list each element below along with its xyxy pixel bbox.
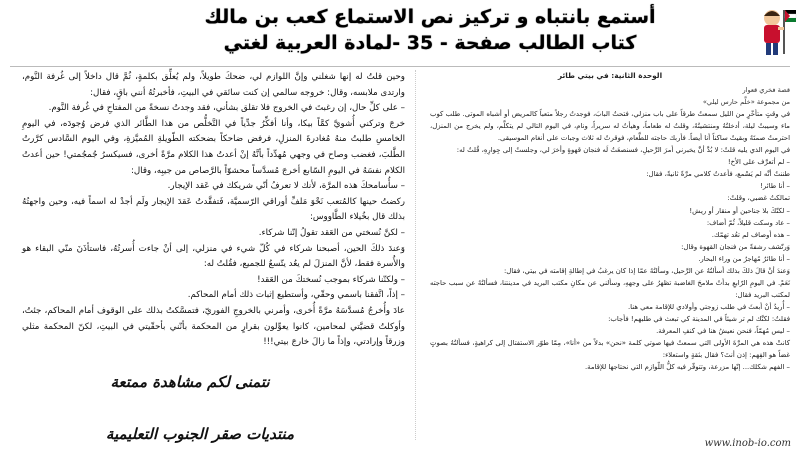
story-author: قصة فخري قعوار	[742, 86, 790, 95]
closing-wish: نتمنى لكم مشاهدة ممتعة	[110, 373, 270, 391]
page-header	[150, 4, 710, 62]
paragraph: – لكنّكَ بلا جناحين أو منقار أو ريش!	[689, 206, 790, 215]
website-link[interactable]: www.inob-io.com	[704, 438, 791, 449]
paragraph: كانتْ هذه هي المرَّةَ الأولى التي سمعتُ فيها صوتي كلمة «نحن» بدلاً من «أنا»، مِمّا طوّر الاستفتال إلى كراهيةٍ، فسألتُهُ بصوتٍ غضاً هو الفِهم: إذن أنتَ؟ فقال بثقةٍ واستعلاء:	[430, 339, 790, 360]
paragraph: ركضتُ حينها كالمُتعب نَحْوَ مَلفِّ أوراقي الرّسميَّة، فَتفقَّدتُ عَقدَ الإيجار ولَم أجدْ له اسماً فيه، وحين واجهتُهُ بذلك قال بخُيلاء الطَّاووس:	[22, 196, 405, 223]
paragraph: نَعَمْ. في اليومِ الرّابعِ بدأتُ ملامحَ الغاضبة تظهرُ على وجههِ، وسألني عن مكانِ مكتب البريد في مدينتنا، فسألتُهُ عن سبب حاجته لمكتب البريد فقال:	[430, 278, 790, 299]
paragraph: – ولكنّنا شركاء بموجب نُسختكَ من العَقد!	[257, 274, 405, 285]
paragraph: – أنا طائر!	[760, 182, 790, 191]
mascot-flag-icon	[757, 4, 797, 60]
story-beginning-column	[430, 70, 790, 373]
paragraph: في اليوم الذي يليه قلتُ: لا بُدَّ أنَّ يخبرني أمرَ الرَّحيلِ، فسنصعَتُ لَه فنجان قهوةٍ وأخرَ لي، وجلستُ إلى جِوارِهِ، قُلتُ له:	[456, 146, 790, 155]
paragraph: طننتُ أنَّه لم يَسْمع، فأعدتُ كلامي مرَّةً ثانيةً، فقال:	[646, 170, 790, 179]
paragraph: فقلتُ: لكنَّك لم تر شيئاً في المدينة كي تبعث في طلبهم! فأجاب:	[608, 314, 790, 323]
paragraph: وحين قلتُ له إنها شغلني وإنَّ اللوازم لي، ضحكَ طويلاً، ولم يُعلِّق بكلمةٍ، ثُمَّ قال داخلاً إلى غُرفة النَّوم، وارتدى ملابسه، وقال: خروجه سالمي إن كنت سائقي في البيتِ، فأخبرتُهُ أنني باقٍ، فقال:	[22, 72, 405, 98]
paragraph: – أُريدُ أنْ أبعثَ في طلب زوجتي وأولادي للإقامة معي هنا.	[627, 302, 790, 311]
column-divider	[415, 70, 416, 440]
paragraph: وَعندَ أنْ قالَ ذلكَ بذلك أسألتُهُ عن الرَّحيل، وسألتُهُ عمّا إذا كان يرغبُ في إطالةِ إقامته في بيتي، فقال:	[503, 266, 790, 275]
paragraph: وَرتّشف رشفةً من فنجان القهوة وقال:	[681, 242, 790, 251]
paragraph: – سأُسامحكَ هذه المرَّة، لأنك لا تعرفُ أنّي شريكك في عَقد الإيجار.	[167, 181, 405, 192]
paragraph: عادَ وأُخرجُ مُسدَّسَهُ مرَّةً أُخرى، وأمرني بالخروجِ الفوريّ، فتمسَّكتُ بذلك على الوقوف أمام المحاكم، جئتُ، وأوكلتُ قضيَّتي لمحامين، كانوا يعوِّلون بقرارٍ من المحكمة بأنّني بأحقّيتي في البيتِ، لكنّ المحكمة مثلي وزرقاً وإرادتي، وإذاً ما زالَ خارجَ بيتي!!!	[22, 305, 405, 348]
unit-title: الوحدة الثانية: في بيتي طائر	[557, 71, 663, 80]
paragraph: – لم أتعرَّف على الأخ!	[727, 158, 790, 167]
paragraph: – ليس مُهمّاً، فنحن نعيشُ هنا في كنفِ المعرفة.	[656, 326, 790, 335]
paragraph: تمالكتُ غضبي، وقلتُ:	[727, 194, 790, 203]
paragraph: خرجَ وتركني أُشويَّ كمَّاً بيكا، وأنا أفكِّرُ جدِّياً في التَّخلُّص من هذا الطَّائر الذي فرض وُجودَه، في اليومِ الخامسِ طلبتُ منهُ مُغادرةَ المنزلِ، فرفض ضاحكاً بضحكته الطّويلةِ المُميَّزةِ، وفي اليوم السَّادس كرَّرتُ الطَّلبَ، فغضب وصاح في وجهي مُهدِّداً بأنَّهُ إنْ أعدتُ هذا الكلام مرَّةً أخرى، فسيكسرُ جُمجُمتي! حين أعدتُ الكلام نفسَهُ في اليومِ السّابع أخرجَ مُسدَّساً محشوّاً بالرَّصاص من جيبِه، وقال:	[22, 118, 405, 176]
paragraph: وَعندَ ذلكَ الحين، أصبحنا شركاء في كُلّ شيء في منزلي، إلى أنْ جاءت أُسرتُهُ، فاستأذَنَ منّي البقاء هو والأُسرة فقط، لأنَّ المنزلَ لم يعُد يتّسعُ للجميع، فقُلتُ له:	[22, 243, 405, 270]
story-collection: من مجموعة «خلَّم حارس ليلي»	[702, 98, 790, 107]
forum-name: منتديات صقر الجنوب التعليمية	[105, 425, 295, 443]
paragraph: في وقتٍ متأخّرٍ من الليل سمعتُ طرقاً على باب منزلي، فتحتُ البابَ، فوجدتُ رجلاً متعباً كالمريض أو أشباه الموتى. طلب كوب ماء وسيبتُ ليلة، أدخلتُهُ ومنتشيتُهُ، وقلتُ له طعاماً، وهيأتُ له سريراً، ونام، في اليوم التالي لم يتكلَّم، ولم يخرج من المنزل، احترمتُ صمتَهُ وبقيتُ ساكناً أنا أيضاً. فأربك حاجته للطَّعام، فوقرتُ له ثلاث وجبات على أنغام الموسيقى.	[430, 110, 790, 143]
paragraph: – لكنَّ نُسختي من العَقد تقولُ إنّنا شركاء.	[258, 227, 405, 238]
header-title: أستمع بانتباه و تركيز نص الاستماع كعب بن مالك	[204, 6, 656, 28]
paragraph: – الفهم شكلك... إنّها مزرعة، وتتوفّر فيه كلُّ اللّوازم التي نحتاجها للإقامة.	[584, 363, 790, 372]
paragraph: – إذاً، اتَّفقنا باسمي وحقّي، وأستطيع إثبات ذلك أمام المحاكم.	[187, 290, 405, 301]
paragraph: – عاد وسكت قليلاً، ثُمّ أضاف:	[706, 218, 790, 227]
header-divider	[10, 66, 790, 67]
story-continuation-column	[22, 70, 405, 351]
paragraph: – أنا طائرٌ مُهاجرٌ من وراء البحار.	[698, 254, 790, 263]
header-subtitle: كتاب الطالب صفحة - 35 -لمادة العربية لغتي	[223, 32, 637, 54]
paragraph: – على كلِّ حال، إن رغبتَ في الخروج فلا تقلق بشأني، فقد وجدتُ نسخةً من المفتاحِ في غُرفة النَّوم.	[48, 103, 405, 114]
paragraph: – هذه أوصاف لم تعُد تهمّك.	[711, 230, 790, 239]
